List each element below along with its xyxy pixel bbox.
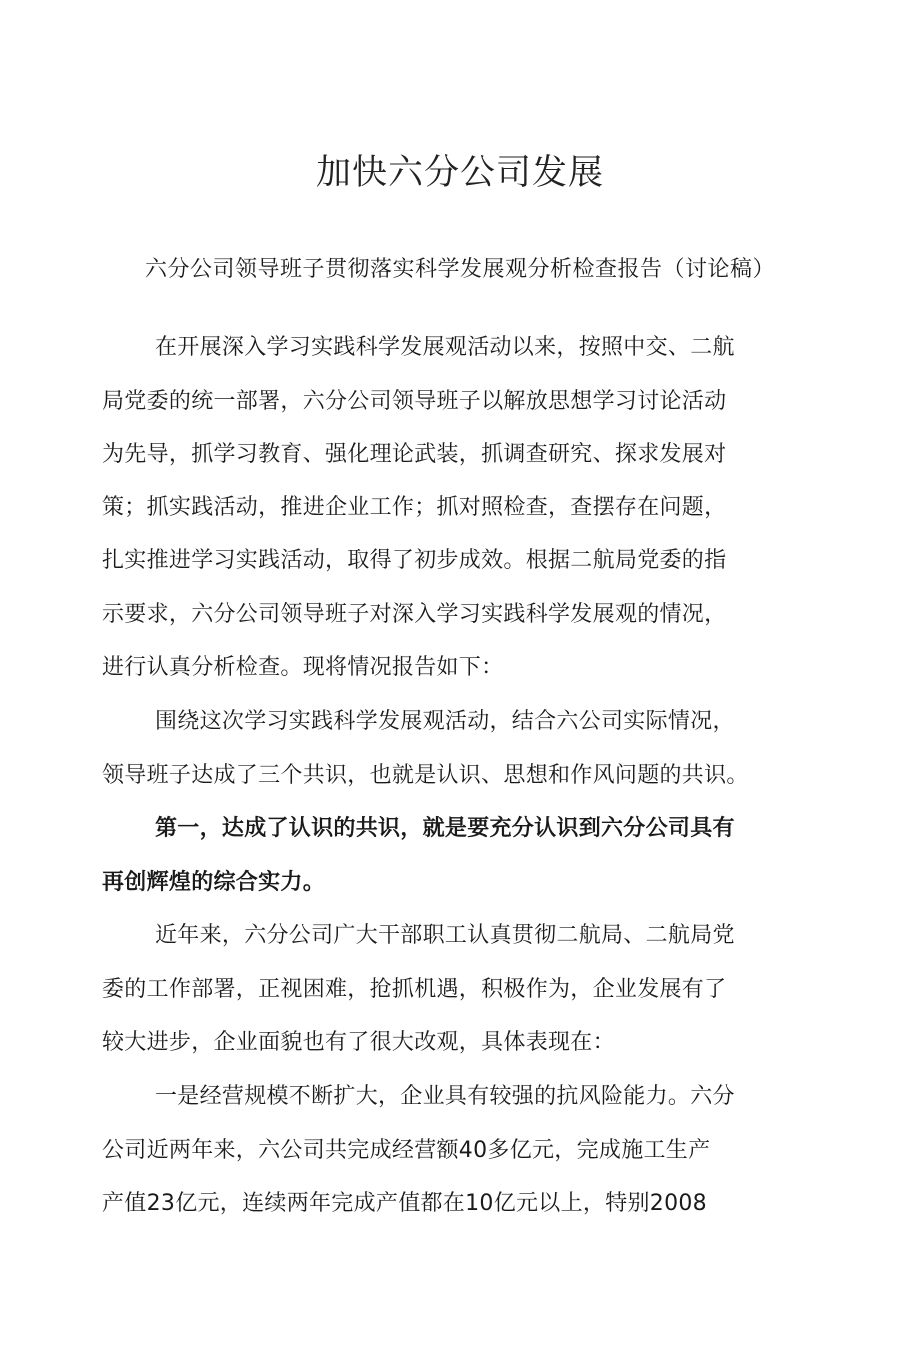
paragraph-line: 进行认真分析检查。现将情况报告如下： [102,655,504,680]
paragraph-line: 较大进步，企业面貌也有了很大改观，具体表现在： [102,1030,615,1055]
paragraph-line: 产值23亿元，连续两年完成产值都在10亿元以上，特别2008 [102,1191,707,1216]
document-title: 加快六分公司发展 [315,153,604,193]
paragraph-line: 局党委的统一部署，六分公司领导班子以解放思想学习讨论活动 [102,389,727,414]
paragraph-line: 为先导，抓学习教育、强化理论武装，抓调查研究、探求发展对 [102,442,727,467]
section-heading-line: 再创辉煌的综合实力。 [102,870,326,895]
paragraph-line: 围绕这次学习实践科学发展观活动，结合六公司实际情况， [155,709,735,734]
paragraph-line: 公司近两年来，六公司共完成经营额40多亿元，完成施工生产 [102,1138,711,1163]
paragraph-line: 近年来，六分公司广大干部职工认真贯彻二航局、二航局党 [155,923,735,948]
paragraph-line: 策；抓实践活动，推进企业工作；抓对照检查，查摆存在问题， [102,495,727,520]
document-subtitle: 六分公司领导班子贯彻落实科学发展观分析检查报告（讨论稿） [144,257,775,282]
section-heading-line: 第一，达成了认识的共识，就是要充分认识到六分公司具有 [155,816,735,841]
paragraph-line: 扎实推进学习实践活动，取得了初步成效。根据二航局党委的指 [102,548,727,573]
paragraph-line: 一是经营规模不断扩大，企业具有较强的抗风险能力。六分 [155,1084,735,1109]
paragraph-line: 委的工作部署，正视困难，抢抓机遇，积极作为，企业发展有了 [102,977,727,1002]
paragraph-line: 领导班子达成了三个共识，也就是认识、思想和作风问题的共识。 [102,763,749,788]
paragraph-line: 在开展深入学习实践科学发展观活动以来，按照中交、二航 [155,335,735,360]
paragraph-line: 示要求，六分公司领导班子对深入学习实践科学发展观的情况， [102,602,727,627]
